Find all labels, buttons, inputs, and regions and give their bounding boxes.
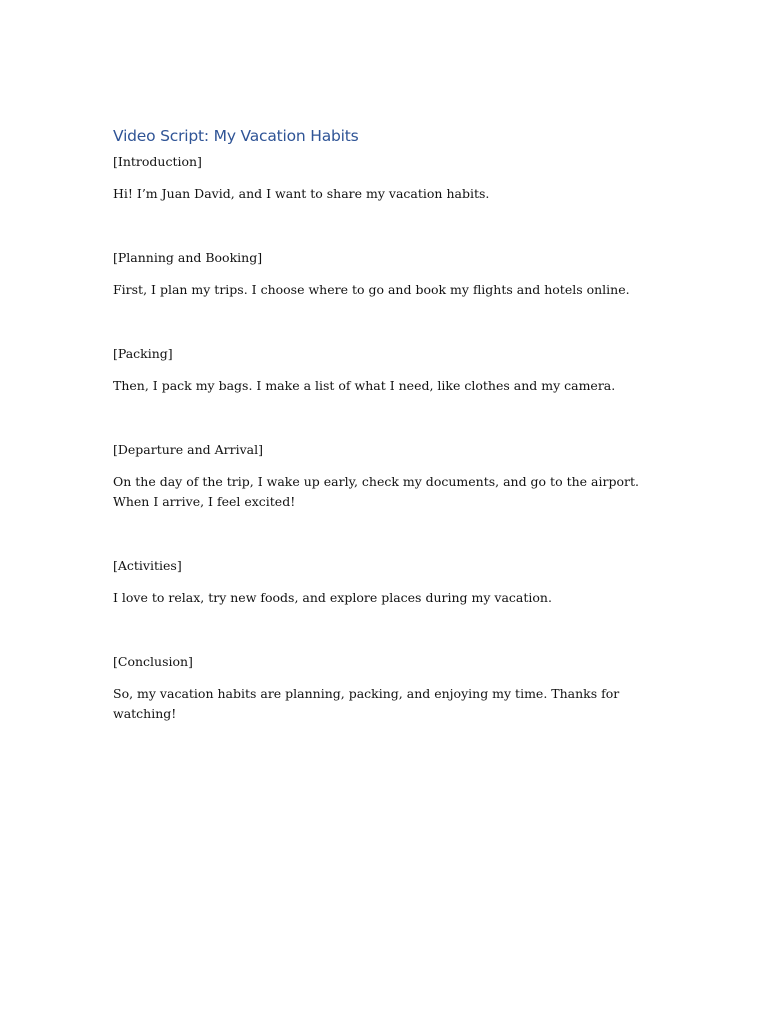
document-title: Video Script: My Vacation Habits [113, 127, 359, 145]
section-activities [113, 556, 658, 608]
section-label: [Packing] [113, 346, 173, 361]
section-label: [Planning and Booking] [113, 250, 263, 265]
section-packing [113, 344, 658, 396]
section-paragraph: So, my vacation habits are planning, packing, and enjoying my time. Thanks for watching! [113, 686, 620, 721]
section-introduction [113, 152, 658, 204]
section-paragraph: First, I plan my trips. I choose where to go and book my flights and hotels online. [113, 282, 630, 297]
document-body [113, 124, 658, 724]
section-label: [Departure and Arrival] [113, 442, 263, 457]
section-label: [Conclusion] [113, 654, 193, 669]
section-paragraph: On the day of the trip, I wake up early, check my documents, and go to the airport. When I arrive, I feel excited! [113, 474, 639, 509]
section-paragraph: Then, I pack my bags. I make a list of what I need, like clothes and my camera. [113, 378, 616, 393]
section-label: [Introduction] [113, 154, 202, 169]
section-planning-and-booking [113, 248, 658, 300]
section-conclusion [113, 652, 658, 724]
section-departure-and-arrival [113, 440, 658, 512]
section-label: [Activities] [113, 558, 182, 573]
section-paragraph: Hi! I’m Juan David, and I want to share my vacation habits. [113, 186, 490, 201]
section-paragraph: I love to relax, try new foods, and explore places during my vacation. [113, 590, 552, 605]
